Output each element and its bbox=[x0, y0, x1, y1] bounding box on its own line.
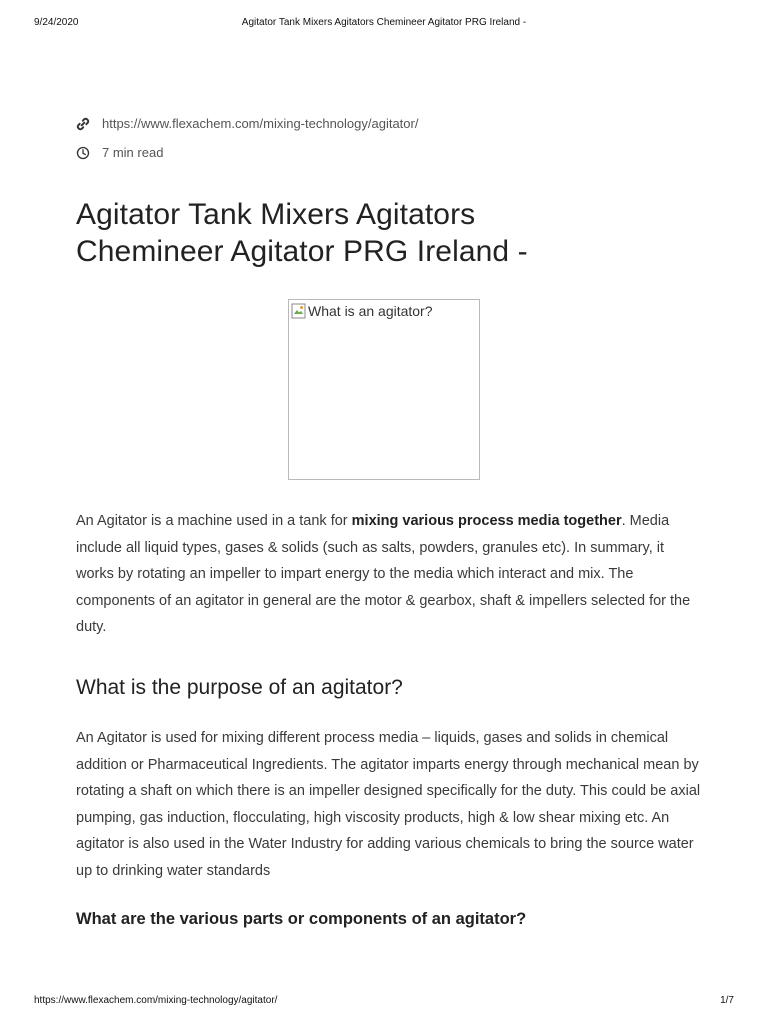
purpose-paragraph: An Agitator is used for mixing different process media – liquids, gases and solids in chemical addition or Pharmaceutical Ingredients. The agitator imparts energy through mechanical mean by rotating a shaft on which there is an impeller designed specifically for the duty. This could be axial pumping, gas induction, flocculating, high viscosity products, high & low shear mixing etc. An agitator is also used in the Water Industry for adding various chemicals to bring the source water up to drinking water standards bbox=[76, 730, 701, 879]
print-date: 9/24/2020 bbox=[34, 17, 79, 28]
article-title-line-1: Agitator Tank Mixers Agitators bbox=[76, 198, 476, 231]
article-title-line-2: Chemineer Agitator PRG Ireland - bbox=[76, 235, 528, 268]
section-heading-purpose: What is the purpose of an agitator? bbox=[76, 676, 403, 699]
read-time: 7 min read bbox=[102, 145, 164, 160]
article-image bbox=[288, 299, 480, 480]
clock-icon bbox=[76, 146, 90, 160]
read-time-row bbox=[76, 145, 163, 160]
print-footer-url: https://www.flexachem.com/mixing-technology/agitator/ bbox=[34, 995, 278, 1006]
intro-paragraph bbox=[76, 508, 704, 641]
intro-text-after: . Media include all liquid types, gases & solids (such as salts, powders, granules etc). In summary, it works by rotating an impeller to impart energy to the media which interact and mix. The components of an agitator in general are the motor & gearbox, shaft & impellers selected for the duty. bbox=[76, 513, 691, 636]
broken-image bbox=[291, 303, 433, 319]
intro-bold-text: mixing various process media together bbox=[351, 513, 622, 529]
page-number: 1/7 bbox=[720, 995, 734, 1006]
source-url[interactable]: https://www.flexachem.com/mixing-technology/agitator/ bbox=[102, 116, 419, 131]
print-header-title: Agitator Tank Mixers Agitators Chemineer Agitator PRG Ireland - bbox=[241, 17, 527, 28]
section-heading-parts: What are the various parts or components of an agitator? bbox=[76, 910, 527, 928]
source-link-row[interactable] bbox=[76, 116, 418, 131]
article-title bbox=[76, 196, 696, 270]
link-icon bbox=[76, 117, 90, 131]
image-alt-text: What is an agitator? bbox=[308, 303, 433, 319]
broken-image-icon bbox=[291, 303, 307, 319]
intro-text-before: An Agitator is a machine used in a tank for bbox=[76, 513, 352, 529]
